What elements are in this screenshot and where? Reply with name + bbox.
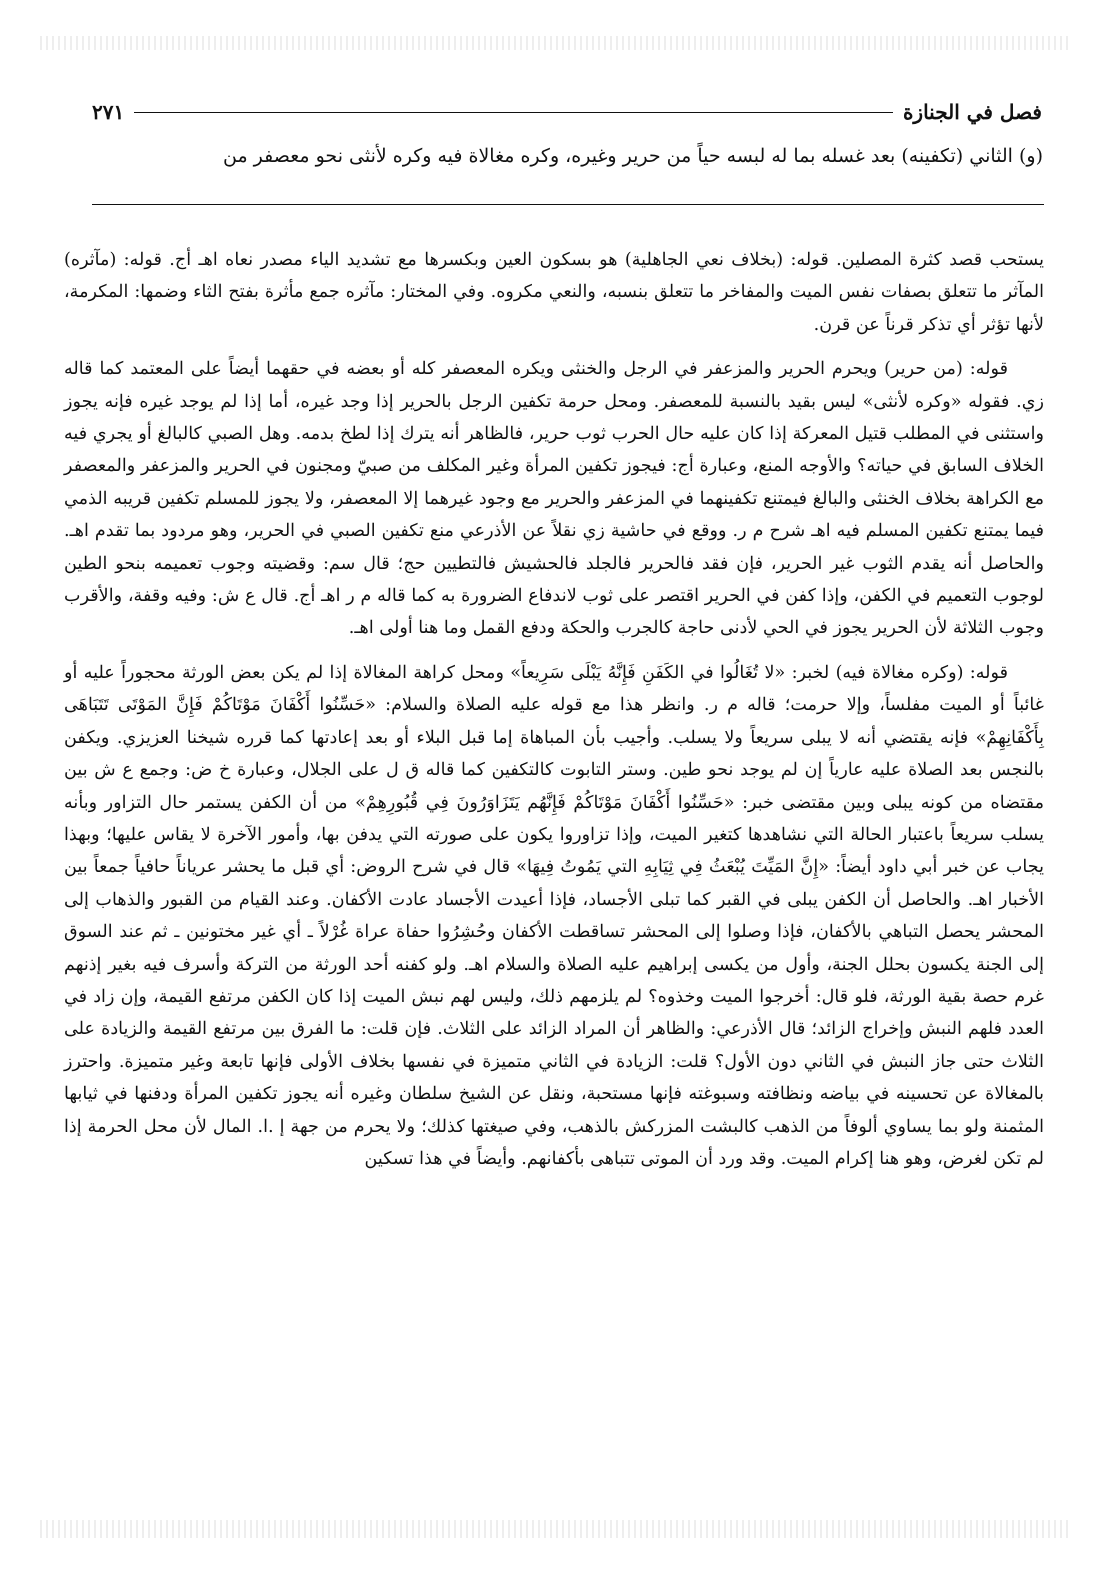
commentary: [64, 244, 1044, 1187]
scan-noise-bottom: [40, 1520, 1070, 1538]
commentary-paragraph-1: يستحب قصد كثرة المصلين. قوله: (بخلاف نعي الجاهلية) هو بسكون العين وبكسرها مع تشديد الياء مصدر نعاه اهـ أج. قوله: (مآثره) المآثر ما تتعلق بصفات نفس الميت والمفاخر ما تتعلق بنسبه، والنعي مكروه. وفي المختار: مآثره جمع مأثرة بفتح الثاء وضمها: المكرمة، لأنها تؤثر أي تذكر قرناً عن قرن.: [64, 250, 1044, 335]
commentary-paragraph-3: قوله: (وكره مغالاة فيه) لخبر: «لا تُغَالُوا في الكَفَنِ فَإِنَّهُ يَبْلَى سَرِيعاً» ومحل كراهة المغالاة إذا لم يكن بعض الورثة محجوراً عليه أو غائباً أو الميت مفلساً، وإلا حرمت؛ قاله م ر. وانظر هذا مع قوله عليه الصلاة والسلام: «حَسِّنُوا أَكْفَانَ مَوْتَاكُمْ فَإِنَّ المَوْتَى تَتَبَاهَى بِأَكْفَانِهِمْ» فإنه يقتضي أنه لا يبلى سريعاً ولا يسلب. وأجيب بأن المباهاة إما قبل البلاء أو بعد إعادتها كما قرره شيخنا العزيزي. ويكفن بالنجس بعد الصلاة عليه عارياً إن لم يوجد نحو طين. وستر التابوت كالتكفين كما قاله ق ل على الجلال، وعبارة خ ض: وجمع ع ش بين مقتضاه من كونه يبلى وبين مقتضى خبر: «حَسِّنُوا أَكْفَانَ مَوْتَاكُمْ فَإِنَّهُم يَتَزَاوَرُونَ فِي قُبُورِهِمْ» من أن الكفن يستمر حال التزاور وبأنه يسلب سريعاً باعتبار الحالة التي نشاهدها كتغير الميت، وإذا تزاوروا يكون على صورته التي يدفن بها، وأمور الآخرة لا يقاس عليها؛ وبهذا يجاب عن خبر أبي داود أيضاً: «إِنَّ المَيِّتَ يُبْعَثُ فِي ثِيَابِهِ التي يَمُوتُ فِيهَا» قال في شرح الروض: أي قبل ما يحشر عرياناً حافياً جمعاً بين الأخبار اهـ. والحاصل أن الكفن يبلى في القبر كما تبلى الأجساد، فإذا أعيدت الأجساد عادت الأكفان. وعند القيام من القبور والذهاب إلى المحشر يحصل التباهي بالأكفان، فإذا وصلوا إلى المحشر تساقطت الأكفان وحُشِرُوا حفاة عراة غُرْلاً ـ أي غير مختونين ـ ثم عند السوق إلى الجنة يكسون بحلل الجنة، وأول من يكسى إبراهيم عليه الصلاة والسلام اهـ. ولو كفنه أحد الورثة من التركة وأسرف فيه بغير إذنهم غرم حصة بقية الورثة، فلو قال: أخرجوا الميت وخذوه؟ لم يلزمهم ذلك، وليس لهم نبش الميت إذا كان الكفن مرتفع القيمة، وإن زاد في العدد فلهم النبش وإخراج الزائد؛ قال الأذرعي: والظاهر أن المراد الزائد على الثلاث. فإن قلت: ما الفرق بين مرتفع القيمة والزيادة على الثلاث حتى جاز النبش في الثاني دون الأول؟ قلت: الزيادة في الثاني متميزة في نفسها بخلاف الأولى فإنها تابعة وغير متميزة. واحترز بالمغالاة عن تحسينه في بياضه ونظافته وسبوغته فإنها مستحبة، ونقل عن الشيخ سلطان وغيره أنه يجوز تكفين المرأة ودفنها في ثيابها المثمنة ولو بما يساوي ألوفاً من الذهب كالبشت المزركش بالذهب، وفي صيغتها كذلك؛ ولا يحرم من جهة إ .ا. المال لأن محل الحرمة إذا لم تكن لغرض، وهو هنا إكرام الميت. وقد ورد أن الموتى تتباهى بأكفانهم. وأيضاً في هذا تسكين: [64, 662, 1044, 1169]
main-text-divider: [92, 204, 1044, 205]
commentary-paragraph-2: قوله: (من حرير) ويحرم الحرير والمزعفر في الرجل والخنثى ويكره المعصفر كله أو بعضه في حقهما أيضاً على المعتمد كما قاله زي. فقوله «وكره لأنثى» ليس بقيد بالنسبة للمعصفر. ومحل حرمة تكفين الرجل بالحرير إذا وجد غيره، أما إذا لم يوجد غيره فإنه يجوز واستثنى في المطلب قتيل المعركة إذا كان عليه حال الحرب ثوب حرير، فالظاهر أنه يترك إذا لطخ بدمه. وهل الصبي كالبالغ أو يجري فيه الخلاف السابق في حياته؟ والأوجه المنع، وعبارة أج: فيجوز تكفين المرأة وغير المكلف من صبيّ ومجنون في الحرير والمزعفر والمعصفر مع الكراهة بخلاف الخنثى والبالغ فيمتنع تكفينهما في المزعفر والحرير مع وجود غيرهما إلا المعصفر، ولا يجوز للمسلم تكفين قريبه الذمي فيما يمتنع تكفين المسلم فيه اهـ شرح م ر. ووقع في حاشية زي نقلاً عن الأذرعي منع تكفين الصبي في الحرير، وهو مردود بما تقدم اهـ. والحاصل أنه يقدم الثوب غير الحرير، فإن فقد فالحرير فالجلد فالحشيش فالتطيين حج؛ قال سم: وقضيته وجوب تعميمه بنحو الطين لوجوب التعميم في الكفن، وإذا كفن في الحرير اقتصر على ثوب لاندفاع الضرورة به كما قاله م ر اهـ أج. قال ع ش: وفيه وقفة، والأقرب وجوب الثلاثة لأن الحرير يجوز في الحي لأدنى حاجة كالجرب والحكة ودفع القمل وما هنا أولى اهـ.: [64, 359, 1044, 639]
page-header: [92, 96, 1042, 128]
page-number: ٢٧١: [92, 100, 125, 124]
main-text: (و) الثاني (تكفينه) بعد غسله بما له لبسه حياً من حرير وغيره، وكره مغالاة فيه وكره لأنثى نحو معصفر من: [222, 145, 1043, 167]
scan-noise-top: [40, 36, 1070, 50]
chapter-title: فصل في الجنازة: [902, 100, 1042, 124]
header-rule: [134, 112, 893, 113]
